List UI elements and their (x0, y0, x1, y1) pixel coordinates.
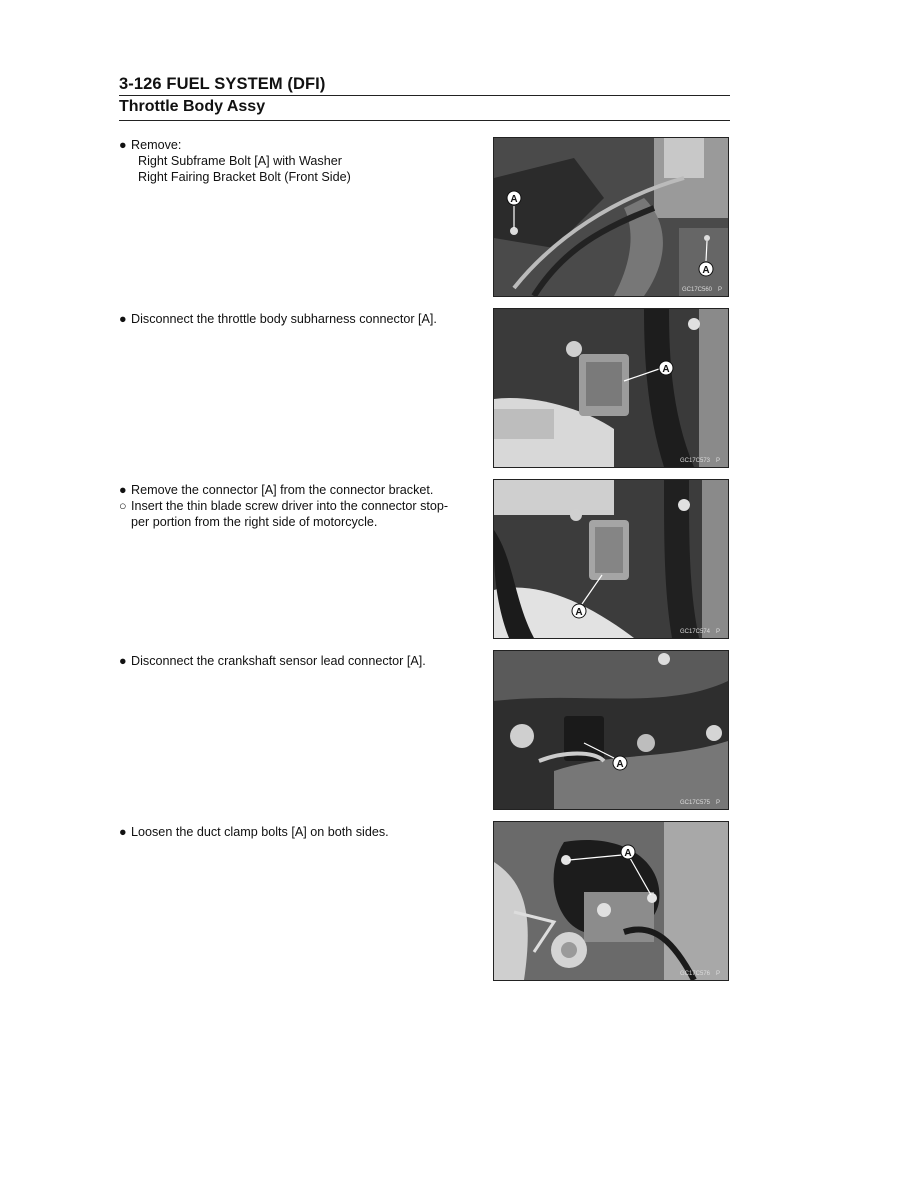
bullet: ● (119, 483, 127, 497)
figure-code: GC17C573 (680, 458, 711, 464)
note-bullet: ○ (119, 499, 127, 513)
chapter-title: 3-126 FUEL SYSTEM (DFI) (119, 75, 326, 93)
figure-3-photo (493, 479, 729, 639)
figure-3-image (494, 480, 728, 638)
figure-4-image (494, 651, 728, 809)
bullet: ● (119, 825, 127, 839)
figure-code: GC17C574 (680, 629, 711, 635)
figure-code: GC17C560 (682, 287, 713, 293)
bullet: ● (119, 654, 127, 668)
step-text: Remove the connector [A] from the connector bracket. (131, 483, 434, 497)
callout-label: A (624, 848, 632, 859)
callout-label: A (662, 364, 670, 375)
bullet: ● (119, 312, 127, 326)
figure-5-photo (493, 821, 729, 981)
step-4 (119, 653, 479, 669)
figure-mark: P (716, 629, 721, 635)
figure-mark: P (718, 287, 723, 293)
step-5 (119, 824, 479, 840)
figure-2-image (494, 309, 728, 467)
step-subitem: Right Fairing Bracket Bolt (Front Side) (138, 170, 351, 184)
note-text: Insert the thin blade screw driver into the connector stop- (131, 499, 449, 513)
section-rule (119, 120, 730, 121)
step-text: Remove: (131, 138, 182, 152)
figure-mark: P (716, 800, 721, 806)
callout-label: A (702, 265, 710, 276)
step-1 (119, 137, 479, 185)
page-header (119, 73, 730, 121)
step-text: Loosen the duct clamp bolts [A] on both sides. (131, 825, 389, 839)
bullet: ● (119, 138, 127, 152)
step-text: Disconnect the throttle body subharness connector [A]. (131, 312, 437, 326)
note-text-cont: per portion from the right side of motorcycle. (131, 515, 378, 529)
step-2 (119, 311, 479, 327)
figure-mark: P (716, 971, 721, 977)
section-title: Throttle Body Assy (119, 98, 266, 115)
figure-code: GC17C575 (680, 800, 711, 806)
step-subitem: Right Subframe Bolt [A] with Washer (138, 154, 342, 168)
callout-label: A (575, 607, 583, 618)
figure-5-image (494, 822, 728, 980)
callout-label: A (616, 759, 624, 770)
callout-label: A (510, 194, 518, 205)
figure-1-photo (493, 137, 729, 297)
figure-4-photo (493, 650, 729, 810)
figure-code: GC17C576 (680, 971, 711, 977)
step-text: Disconnect the crankshaft sensor lead connector [A]. (131, 654, 426, 668)
step-3 (119, 482, 479, 530)
figure-2-photo (493, 308, 729, 468)
figure-1-image (494, 138, 728, 296)
figure-mark: P (716, 458, 721, 464)
